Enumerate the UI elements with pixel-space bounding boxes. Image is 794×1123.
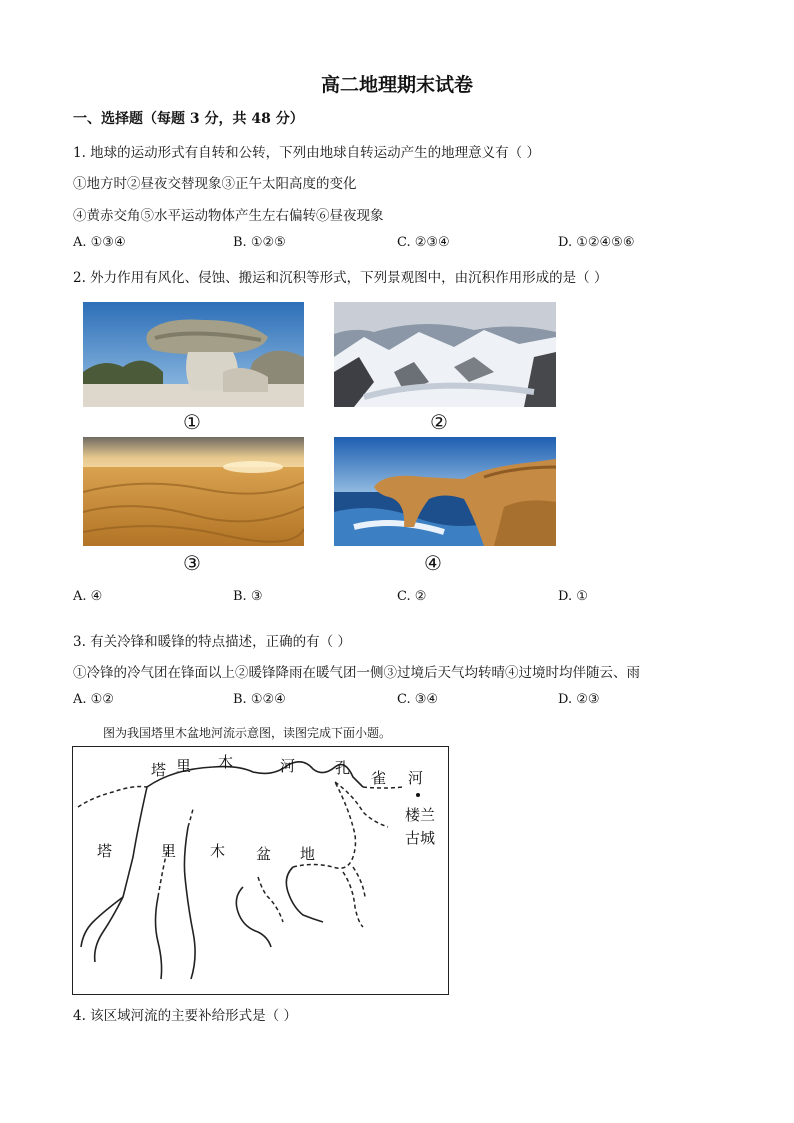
- question-1-option-d: D. ①②④⑤⑥: [558, 235, 635, 250]
- question-2-stem: 2. 外力作用有风化、侵蚀、搬运和沉积等形式，下列景观图中，由沉积作用形成的是（ ）: [73, 270, 608, 286]
- question-3-option-d: D. ②③: [558, 692, 600, 707]
- photo-desert-dunes: [83, 437, 304, 546]
- question-1-option-b: B. ①②⑤: [233, 235, 286, 250]
- question-3-option-c: C. ③④: [397, 692, 439, 707]
- photo-caption-2: ②: [430, 410, 448, 434]
- question-1-option-a: A. ①③④: [73, 235, 126, 250]
- tarim-basin-river-map: [72, 746, 449, 995]
- map-label-que: 雀: [371, 769, 387, 787]
- map-label-mu: 木: [218, 753, 234, 771]
- photo-caption-4: ④: [424, 551, 442, 575]
- question-4-stem: 4. 该区域河流的主要补给形式是（ ）: [73, 1008, 297, 1024]
- photo-caption-3: ③: [183, 551, 201, 575]
- map-label-loulan: 楼兰: [405, 806, 436, 824]
- map-label-basin-di: 地: [300, 845, 316, 863]
- photo-sea-arch: [334, 437, 556, 546]
- map-label-basin-pen: 盆: [256, 845, 272, 863]
- map-label-kong: 孔: [335, 759, 351, 777]
- question-3-statements: ①冷锋的冷气团在锋面以上②暖锋降雨在暖气团一侧③过境后天气均转晴④过境时均伴随云、雨: [73, 665, 640, 681]
- photo-mushroom-rock: [83, 302, 304, 407]
- question-2-option-b: B. ③: [233, 589, 263, 604]
- question-3-stem: 3. 有关冷锋和暖锋的特点描述，正确的有（ ）: [73, 634, 351, 650]
- question-1-statements-a: ①地方时②昼夜交替现象③正午太阳高度的变化: [73, 176, 357, 192]
- question-2-option-a: A. ④: [73, 589, 103, 604]
- map-label-he: 河: [280, 757, 296, 775]
- map-label-basin-li: 里: [161, 842, 177, 860]
- question-1-statements-b: ④黄赤交角⑤水平运动物体产生左右偏转⑥昼夜现象: [73, 208, 384, 224]
- map-caption: 图为我国塔里木盆地河流示意图，读图完成下面小题。: [103, 726, 392, 740]
- question-3-option-b: B. ①②④: [233, 692, 286, 707]
- question-2-option-d: D. ①: [558, 589, 588, 604]
- map-label-basin-mu: 木: [210, 842, 226, 860]
- question-1-stem: 1. 地球的运动形式有自转和公转，下列由地球自转运动产生的地理意义有（ ）: [73, 145, 540, 161]
- page-title: 高二地理期末试卷: [320, 74, 473, 96]
- map-label-ta: 塔: [151, 761, 167, 779]
- map-label-he-2: 河: [408, 769, 424, 787]
- map-label-gucheng: 古城: [405, 829, 436, 847]
- question-1-option-c: C. ②③④: [397, 235, 450, 250]
- question-3-option-a: A. ①②: [73, 692, 114, 707]
- photo-glacier: [334, 302, 556, 407]
- question-2-option-c: C. ②: [397, 589, 427, 604]
- section-heading: 一、选择题（每题 3 分，共 48 分）: [73, 111, 304, 127]
- map-label-li: 里: [176, 757, 192, 775]
- photo-caption-1: ①: [183, 410, 201, 434]
- map-label-basin-ta: 塔: [97, 842, 113, 860]
